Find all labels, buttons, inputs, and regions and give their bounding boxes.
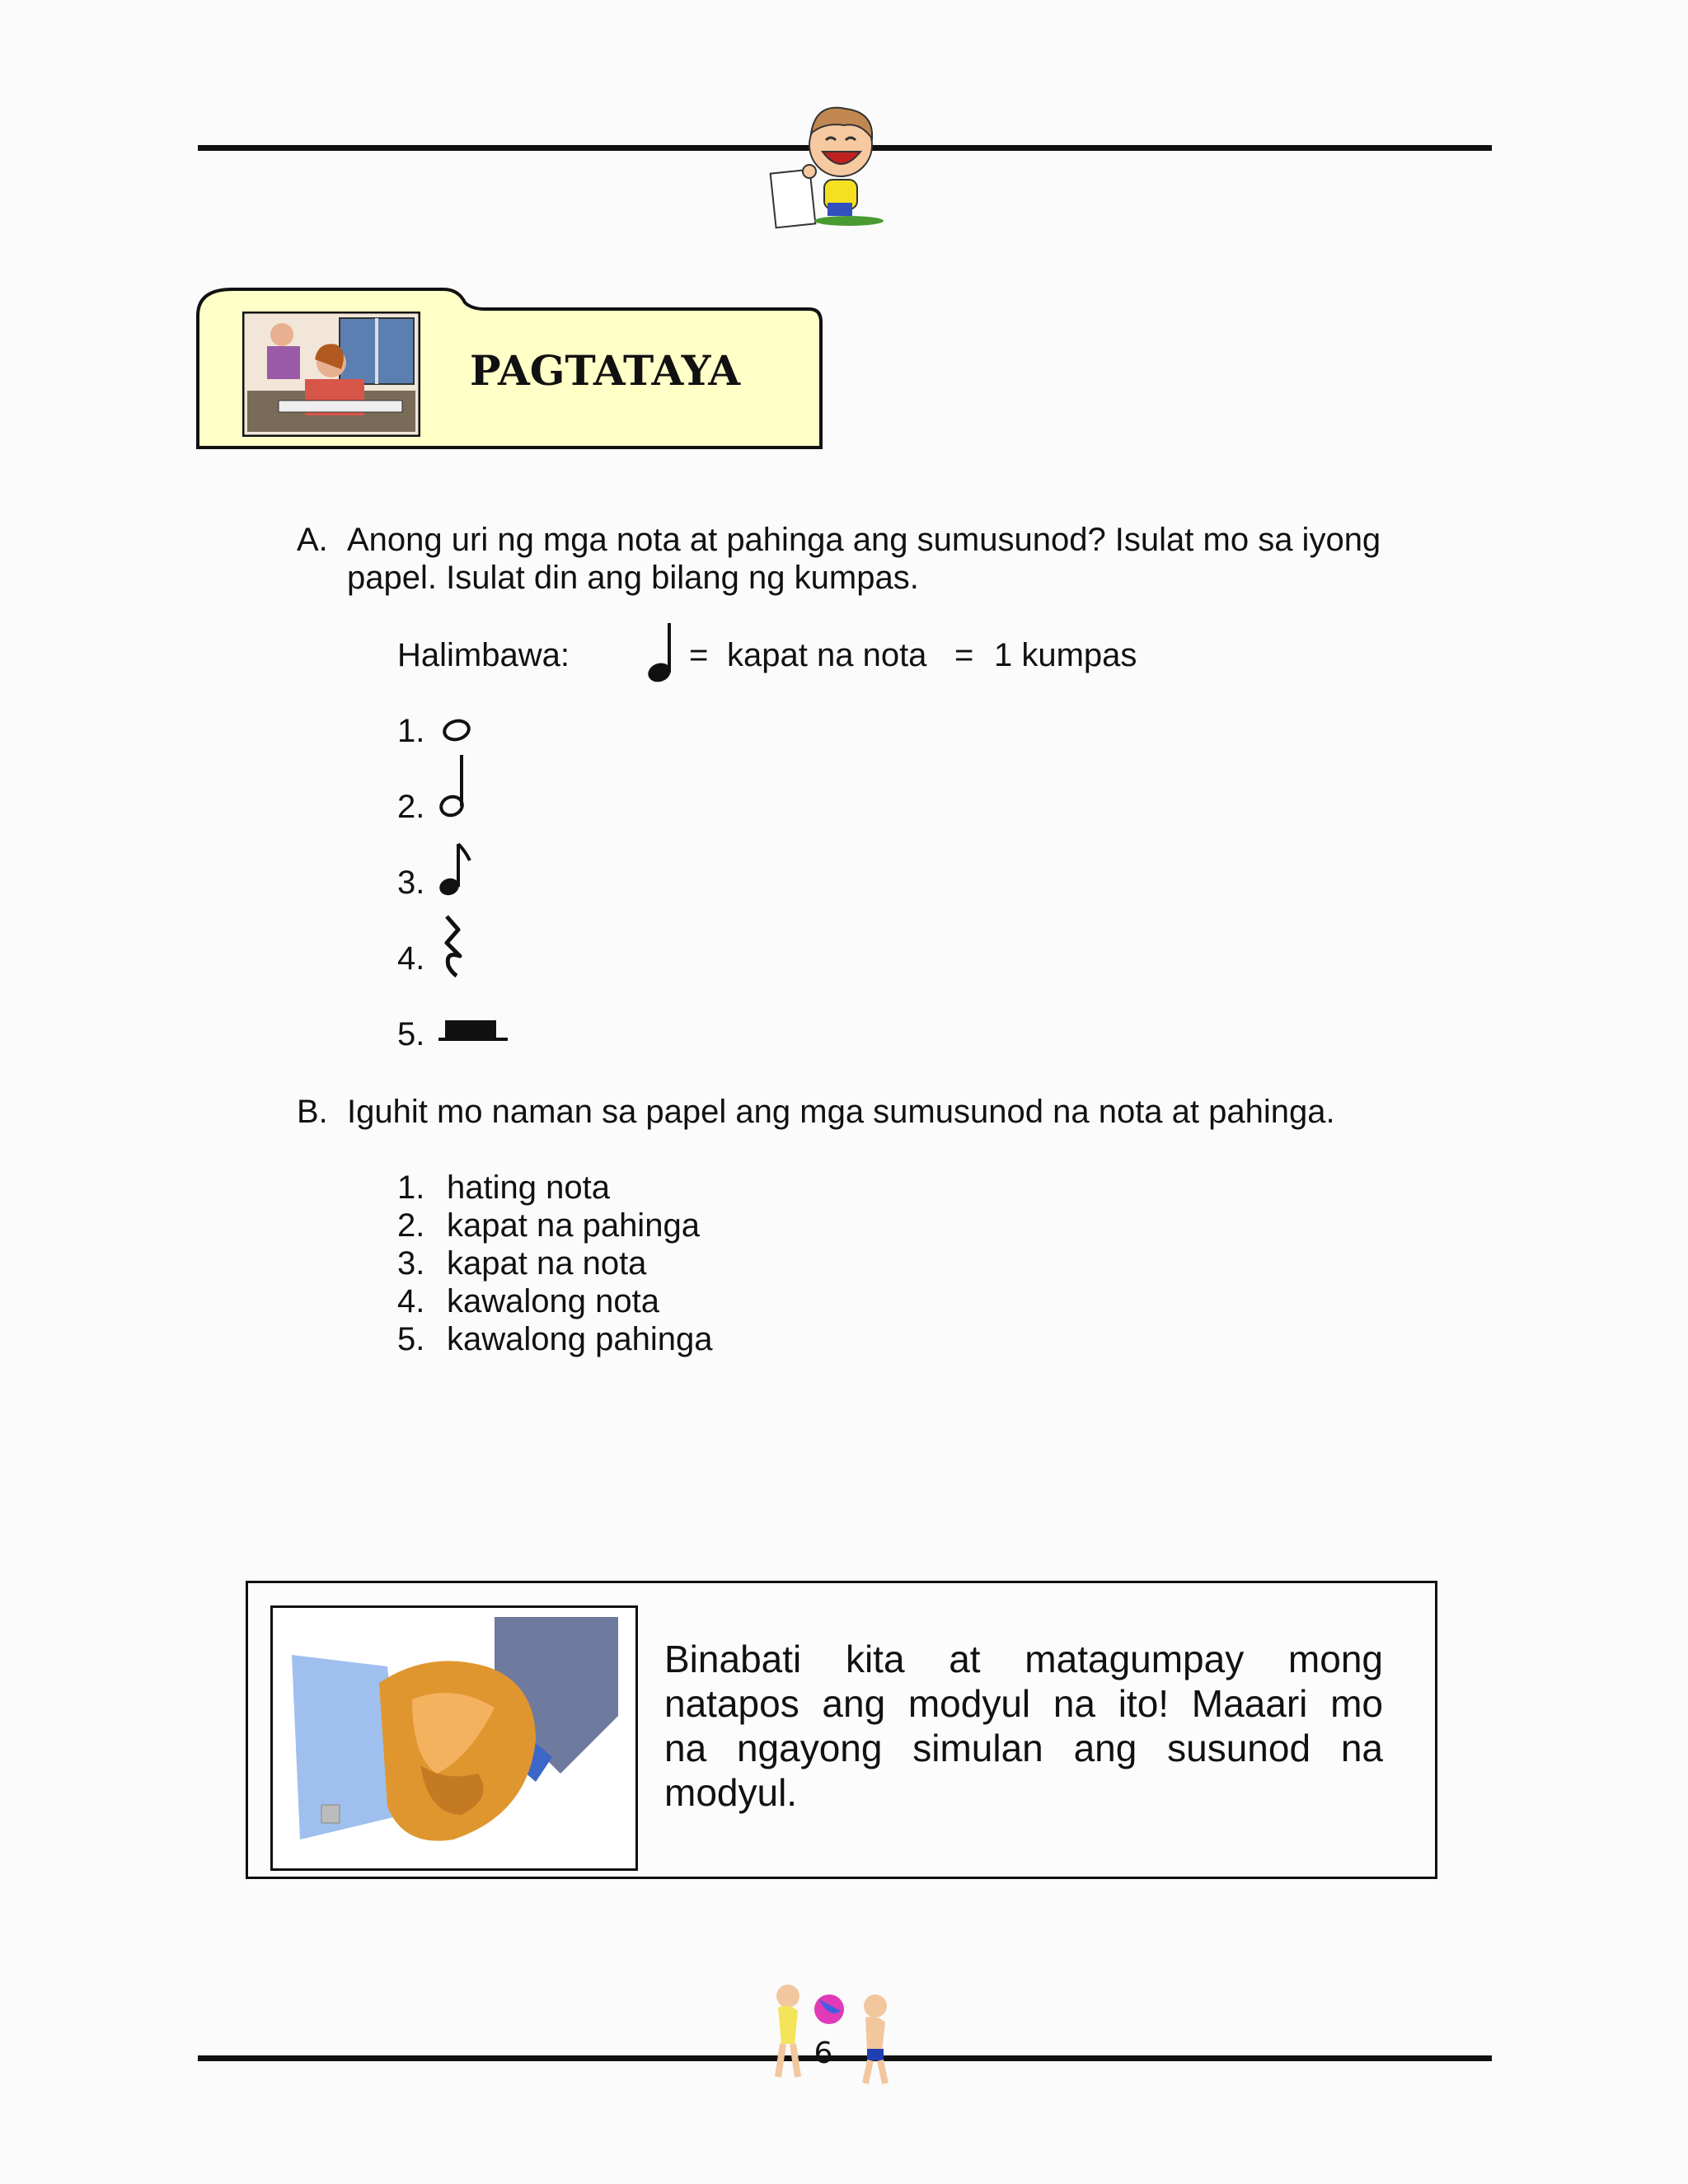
part-b-item-3-number: 3. [397,1245,425,1282]
example-beats: 1 kumpas [994,637,1137,673]
half-note-icon [437,752,470,819]
part-a-letter: A. [297,522,328,558]
whole-note-icon [440,717,473,743]
part-b-instruction: Iguhit mo naman sa papel ang mga sumusunod na nota at pahinga. [347,1094,1335,1130]
example-label: Halimbawa: [397,637,570,673]
section-title: PAGTATAYA [470,346,741,395]
quarter-note-icon [645,620,678,684]
part-a-item-4-number: 4. [397,940,425,977]
handshake-illustration [288,1617,618,1861]
part-b-item-3-text: kapat na nota [447,1245,647,1282]
part-b-item-4-text: kawalong nota [447,1283,659,1319]
part-b-item-2-text: kapat na pahinga [447,1207,700,1244]
part-b-item-5-number: 5. [397,1321,425,1357]
part-b-item-4-number: 4. [397,1283,425,1319]
example-equals-1: = [689,637,709,673]
closing-line1: Binabati kita at matagumpay mong [664,1638,1383,1680]
closing-line2: natapos ang modyul na ito! Maaari mo [664,1682,1383,1725]
part-b-item-1-number: 1. [397,1169,425,1206]
part-a-item-2-number: 2. [397,789,425,825]
students-classroom-illustration [242,312,420,437]
part-a-item-5-number: 5. [397,1016,425,1052]
part-a-item-1-number: 1. [397,713,425,749]
part-a-item-3-number: 3. [397,865,425,901]
example-equals-2: = [954,637,974,673]
part-b-item-1-text: hating nota [447,1169,610,1206]
whole-rest-icon [437,1017,511,1045]
eighth-note-icon [437,841,476,900]
quarter-rest-icon [437,913,470,979]
example-answer: kapat na nota [727,637,927,673]
boy-holding-paper-illustration [758,97,898,237]
page-number: 6 [814,2036,833,2070]
closing-line4: modyul. [664,1771,798,1814]
part-b-item-2-number: 2. [397,1207,425,1244]
part-a-instruction-line1: Anong uri ng mga nota at pahinga ang sumusunod? Isulat mo sa iyong [347,522,1381,558]
part-b-item-5-text: kawalong pahinga [447,1321,713,1357]
part-a-instruction-line2: papel. Isulat din ang bilang ng kumpas. [347,560,919,596]
closing-line3: na ngayong simulan ang susunod na [664,1727,1383,1769]
part-b-letter: B. [297,1094,328,1130]
